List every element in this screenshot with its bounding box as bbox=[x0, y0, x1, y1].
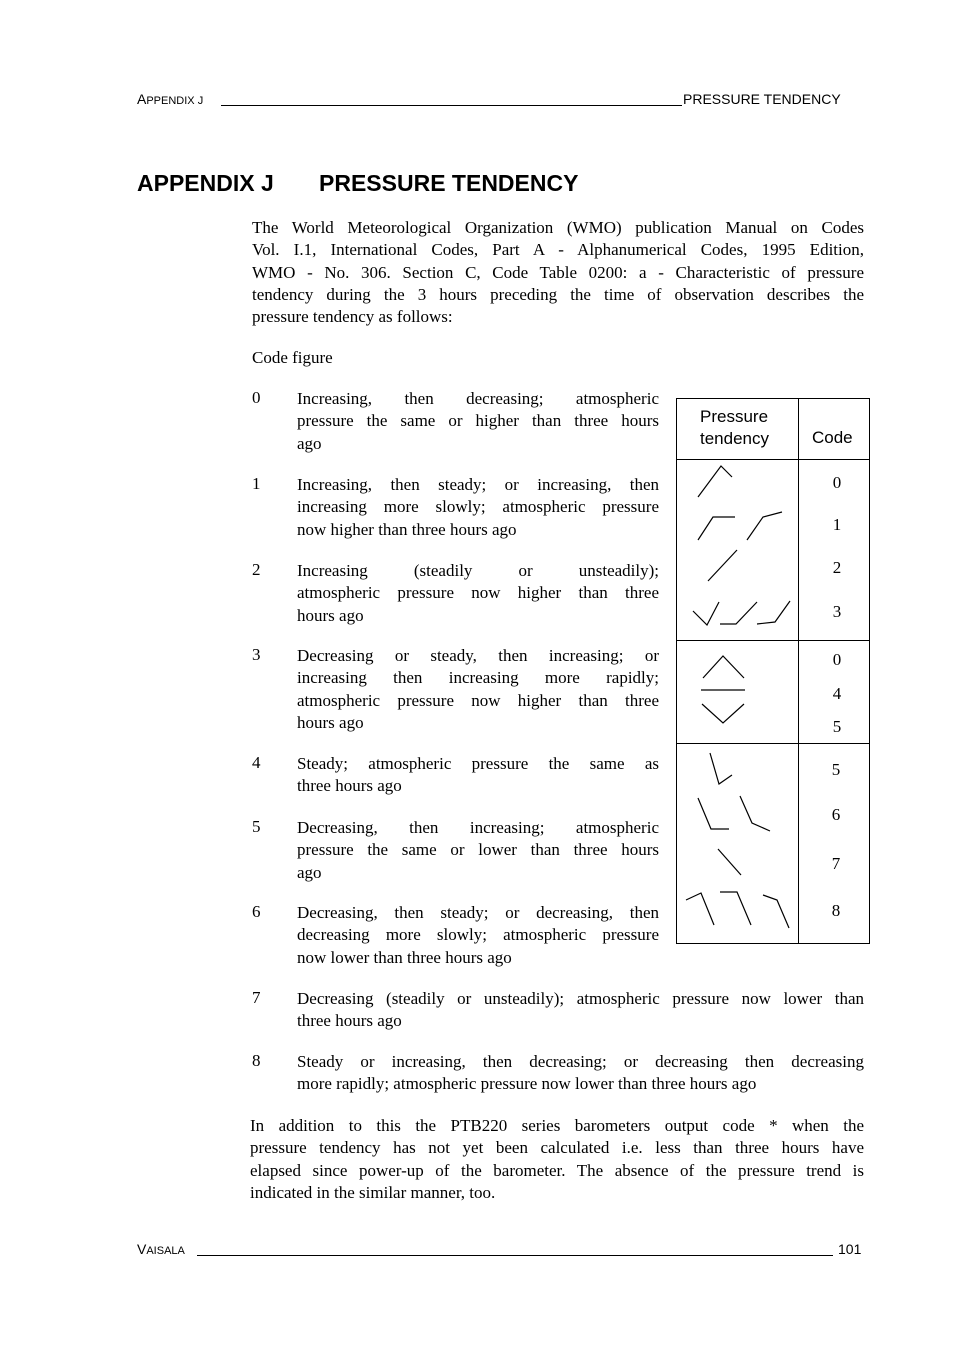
table-code-cell: 5 bbox=[832, 717, 842, 736]
code-line: Decreasing, then increasing; atmospheric bbox=[297, 818, 659, 837]
code-number: 4 bbox=[252, 753, 261, 772]
table-code-cell: 4 bbox=[832, 684, 842, 703]
code-line: Steady or increasing, then decreasing; or decreasing then decreasing bbox=[297, 1052, 864, 1071]
tendency-symbol-8c-icon bbox=[763, 895, 789, 928]
code-line: more rapidly; atmospheric pressure now lower than three hours ago bbox=[297, 1074, 757, 1094]
tendency-symbol-3b-icon bbox=[720, 602, 757, 624]
running-header-right: PRESSURE TENDENCY bbox=[683, 91, 841, 107]
tendency-symbol-7-icon bbox=[718, 849, 741, 875]
tendency-symbol-2-icon bbox=[708, 550, 737, 581]
table-header-tendency-line: tendency bbox=[700, 429, 769, 448]
table-code-cell: 7 bbox=[831, 854, 841, 873]
code-line: three hours ago bbox=[297, 1011, 402, 1031]
code-line: increasing then increasing more rapidly; bbox=[297, 668, 659, 688]
code-line: Increasing, then steady; or increasing, then bbox=[297, 475, 659, 494]
closing-line: elapsed since power-up of the barometer. The absence of the pressure trend is bbox=[250, 1160, 864, 1180]
tendency-symbol-6a-icon bbox=[698, 798, 729, 829]
table-code-cell: 0 bbox=[832, 650, 842, 669]
tendency-symbol-3a-icon bbox=[693, 602, 719, 625]
code-line: pressure the same or higher than three hours bbox=[297, 411, 659, 431]
footer-left-initial: V bbox=[137, 1241, 147, 1257]
tendency-symbol-8b-icon bbox=[720, 892, 751, 925]
code-number: 2 bbox=[252, 560, 261, 579]
code-figure-label: Code figure bbox=[252, 348, 333, 367]
code-line: hours ago bbox=[297, 712, 364, 732]
code-number: 8 bbox=[252, 1051, 261, 1070]
code-number: 1 bbox=[252, 474, 261, 493]
footer-left bbox=[137, 1241, 185, 1257]
code-line: Decreasing or steady, then increasing; or bbox=[297, 646, 659, 665]
header-left-rest: PPENDIX J bbox=[146, 95, 204, 107]
intro-line: The World Meteorological Organization (WMO) publication Manual on Codes bbox=[252, 218, 864, 237]
table-code-cell: 1 bbox=[832, 515, 842, 534]
table-header-tendency-line: Pressure bbox=[700, 407, 769, 426]
code-number: 3 bbox=[252, 645, 261, 664]
table-code-cell: 0 bbox=[832, 473, 842, 492]
table-header-tendency bbox=[700, 406, 769, 450]
tendency-symbol-3c-icon bbox=[757, 601, 790, 624]
code-line: now lower than three hours ago bbox=[297, 947, 512, 967]
code-line: hours ago bbox=[297, 605, 364, 625]
intro-line: WMO - No. 306. Section C, Code Table 0200: a - Characteristic of pressure bbox=[252, 262, 864, 282]
page-number: 101 bbox=[838, 1241, 862, 1257]
tendency-symbol-6b-icon bbox=[740, 796, 770, 831]
tendency-symbol-trough-icon bbox=[702, 704, 744, 723]
code-line: Increasing (steadily or unsteadily); bbox=[297, 561, 659, 580]
code-line: Decreasing, then steady; or decreasing, then bbox=[297, 903, 659, 922]
code-line: atmospheric pressure now higher than three bbox=[297, 690, 659, 710]
closing-line: indicated in the similar manner, too. bbox=[250, 1182, 496, 1202]
table-code-cell: 6 bbox=[831, 805, 841, 824]
code-line: Increasing, then decreasing; atmospheric bbox=[297, 389, 659, 408]
code-line: Steady; atmospheric pressure the same as bbox=[297, 754, 659, 773]
intro-line: Vol. I.1, International Codes, Part A - Alphanumerical Codes, 1995 Edition, bbox=[252, 240, 864, 260]
code-number: 6 bbox=[252, 902, 261, 921]
footer-left-rest: AISALA bbox=[146, 1245, 185, 1257]
table-header-code: Code bbox=[812, 428, 853, 447]
code-line: pressure the same or lower than three hours bbox=[297, 840, 659, 860]
table-code-cell: 8 bbox=[831, 901, 841, 920]
tendency-symbol-8a-icon bbox=[686, 893, 714, 925]
code-number: 5 bbox=[252, 817, 261, 836]
code-line: increasing more slowly; atmospheric pressure bbox=[297, 497, 659, 517]
closing-line: In addition to this the PTB220 series barometers output code * when the bbox=[250, 1116, 864, 1135]
code-line: ago bbox=[297, 862, 322, 882]
page-title: PRESSURE TENDENCY bbox=[319, 170, 579, 196]
tendency-symbol-1a-icon bbox=[698, 517, 735, 540]
tendency-symbol-0-icon bbox=[698, 466, 732, 497]
code-line: now higher than three hours ago bbox=[297, 519, 517, 539]
table-code-cell: 2 bbox=[832, 558, 842, 577]
intro-line: pressure tendency as follows: bbox=[252, 307, 453, 327]
page-title-label: APPENDIX J bbox=[137, 170, 274, 196]
table-code-cell: 5 bbox=[831, 760, 841, 779]
intro-line: tendency during the 3 hours preceding the time of observation describes the bbox=[252, 284, 864, 304]
header-left-initial: A bbox=[137, 91, 147, 107]
code-number: 0 bbox=[252, 388, 261, 407]
code-number: 7 bbox=[252, 988, 261, 1007]
code-line: ago bbox=[297, 433, 322, 453]
code-line: three hours ago bbox=[297, 776, 402, 796]
tendency-symbol-peak-icon bbox=[703, 656, 744, 678]
tendency-symbol-5-icon bbox=[710, 753, 732, 784]
code-line: atmospheric pressure now higher than three bbox=[297, 583, 659, 603]
closing-paragraph bbox=[250, 1115, 864, 1204]
table-code-cell: 3 bbox=[832, 602, 842, 621]
closing-line: pressure tendency has not yet been calculated i.e. less than three hours have bbox=[250, 1138, 864, 1158]
tendency-symbol-1b-icon bbox=[747, 512, 782, 540]
footer-rule bbox=[197, 1255, 833, 1256]
code-line: decreasing more slowly; atmospheric pressure bbox=[297, 925, 659, 945]
code-line: Decreasing (steadily or unsteadily); atmospheric pressure now lower than bbox=[297, 989, 864, 1008]
